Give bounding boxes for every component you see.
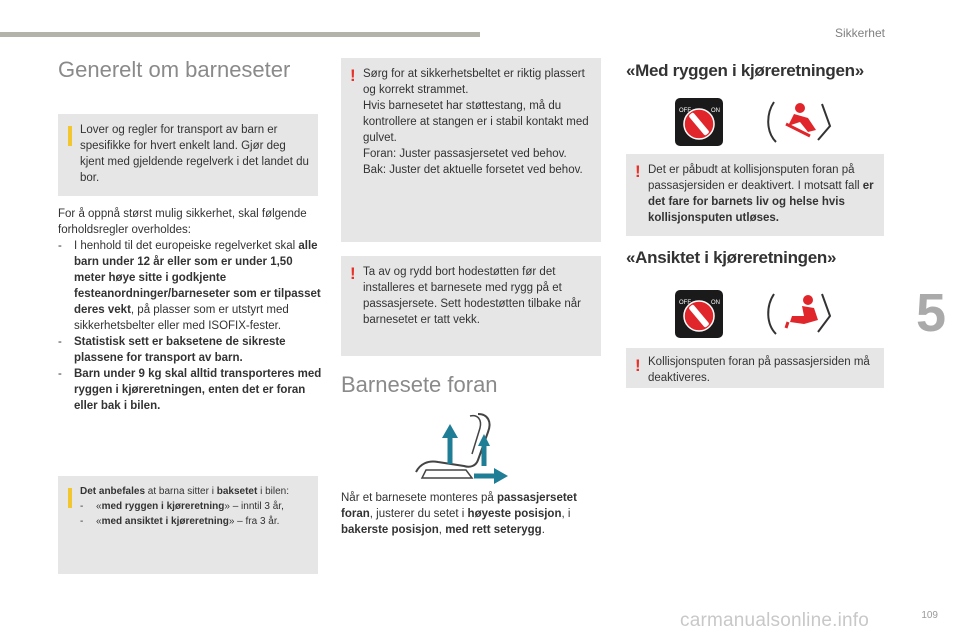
svg-text:ON: ON xyxy=(711,108,720,114)
forward-facing-seat-icon xyxy=(764,288,836,342)
general-intro: For å oppnå størst mulig sikkerhet, skal følgende forholdsregler overholdes: xyxy=(58,208,307,236)
list-item: - Statistisk sett er baksetene de sikreste plassene for transport av barn. xyxy=(58,336,286,364)
airbag-off-switch-icon xyxy=(675,290,723,338)
info-text-recommend: Det anbefales at barna sitter i baksetet i bilen: - «med ryggen i kjøreretning» – inntil 3 år, - «med ansiktet i kjøreretning» – fra 3 år. xyxy=(80,486,289,527)
chapter-number: 5 xyxy=(915,283,947,343)
rear-facing-seat-icon xyxy=(764,96,836,150)
svg-text:ON: ON xyxy=(711,300,720,306)
warning-icon: ! xyxy=(635,162,641,181)
info-box-recommend xyxy=(58,476,318,574)
warning-icon: ! xyxy=(635,356,641,375)
info-text-laws: Lover og regler for transport av barn er spesifikke for hvert enkelt land. Gjør deg kjent med gjeldende regelverk i det landet du bor. xyxy=(80,124,309,184)
watermark: carmanualsonline.info xyxy=(680,610,870,631)
page-number: 109 xyxy=(921,610,938,621)
warning-text-airbag-rear: Det er påbudt at kollisjonsputen foran på passasjersiden er deaktivert. I motsatt fall er det fare for barnets liv og helse hvis kollisjonsputen utløses. xyxy=(648,164,874,224)
general-body xyxy=(58,206,322,414)
warning-text-airbag-front: Kollisjonsputen foran på passasjersiden må deaktiveres. xyxy=(648,356,870,384)
warning-box-airbag-rear xyxy=(626,154,884,236)
section-title-general: Generelt om barneseter xyxy=(58,57,291,82)
info-icon xyxy=(68,126,72,146)
title-forward-facing: «Ansiktet i kjøreretningen» xyxy=(626,248,837,267)
front-seat-text: Når et barnesete monteres på passasjersetet foran, justerer du setet i høyeste posisjon, i bakerste posisjon, med rett seterygg. xyxy=(341,492,577,536)
svg-text:OFF: OFF xyxy=(679,300,691,306)
warning-icon: ! xyxy=(350,264,356,283)
airbag-off-switch-icon xyxy=(675,98,723,146)
info-box-laws xyxy=(58,114,318,196)
svg-text:OFF: OFF xyxy=(679,108,691,114)
section-title-front-seat: Barnesete foran xyxy=(341,372,498,397)
warning-text-belt: Sørg for at sikkerhetsbeltet er riktig plassert og korrekt strammet. Hvis barnesetet har støttestang, må du kontrollere at stangen er i stabil kontakt med gulvet. Foran: Juster passasjersetet ved behov. Bak: Juster det aktuelle forsetet ved behov. xyxy=(363,68,589,176)
list-item: - I henhold til det europeiske regelverket skal alle barn under 12 år eller som er under 1,50 meter høye sitte i godkjente festeanordninger/barneseter som er tilpasset deres vekt, på plasser som er utstyrt med sikkerhetsbelter eller med ISOFIX-fester. xyxy=(58,240,321,332)
info-icon xyxy=(68,488,72,508)
warning-box-belt xyxy=(341,58,601,242)
header-rule xyxy=(0,32,480,37)
seat-adjust-illustration xyxy=(408,408,512,488)
warning-text-headrest: Ta av og rydd bort hodestøtten før det installeres et barnesete med rygg på et passasjersete. Sett hodestøtten tilbake når barnesetet er tatt vekk. xyxy=(363,266,581,326)
warning-box-airbag-front xyxy=(626,348,884,388)
section-label: Sikkerhet xyxy=(834,26,885,40)
chapter-tab xyxy=(902,268,960,358)
warning-box-headrest xyxy=(341,256,601,356)
list-item: - Barn under 9 kg skal alltid transporteres med ryggen i kjøreretningen, enten det er foran eller bak i bilen. xyxy=(58,368,322,412)
title-rear-facing: «Med ryggen i kjøreretningen» xyxy=(626,61,864,80)
warning-icon: ! xyxy=(350,66,356,85)
